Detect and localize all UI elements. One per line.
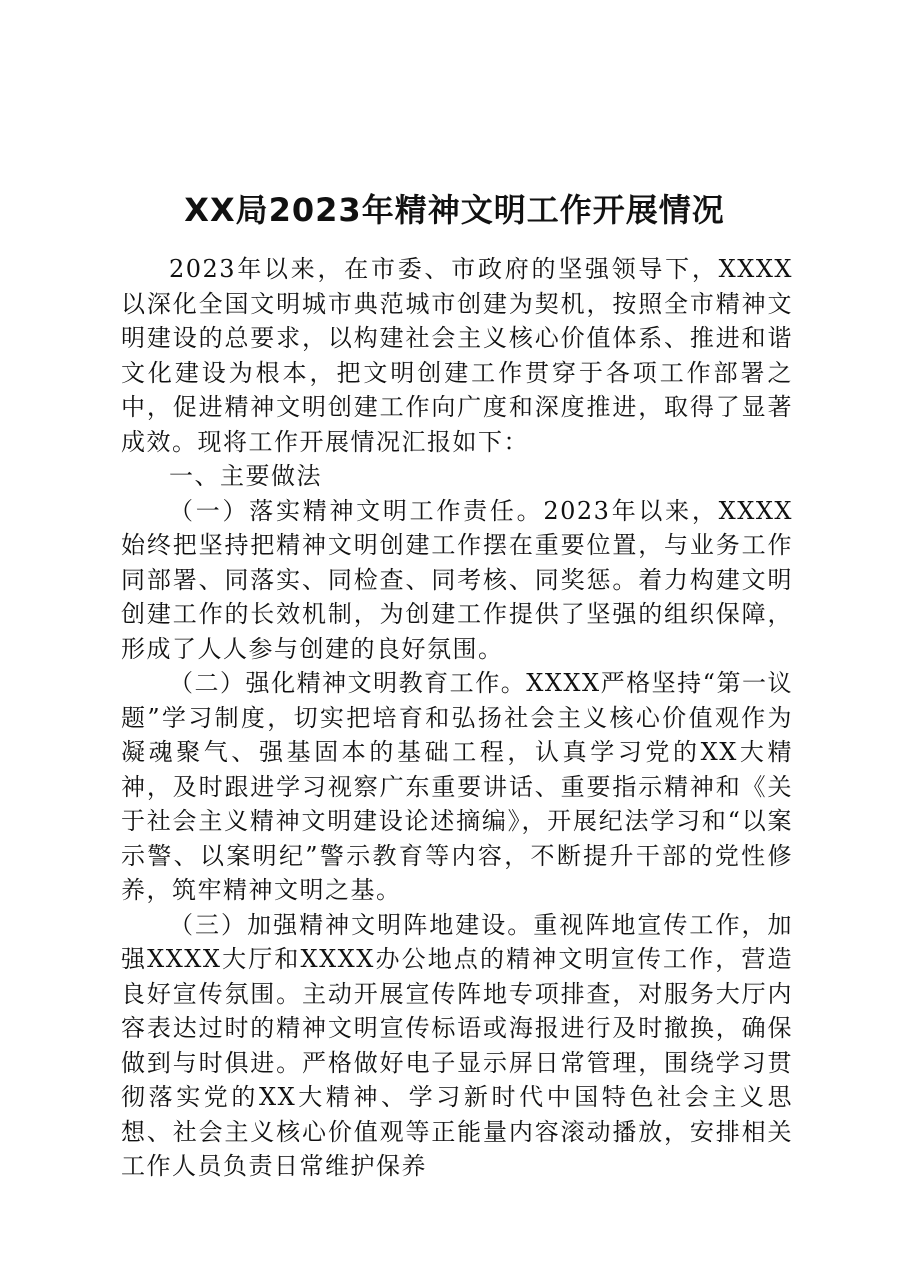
section-heading: 一、主要做法 (169, 462, 322, 490)
document-body (121, 252, 793, 1184)
paragraph-item-1: （一）落实精神文明工作责任。2023年以来，XXXX始终把坚持把精神文明创建工作摆在重要位置，与业务工作同部署、同落实、同检查、同考核、同奖惩。着力构建文明创建工作的长效机制，为创建工作提供了坚强的组织保障，形成了人人参与创建的良好氛围。 (121, 496, 793, 663)
paragraph-item-2: （二）强化精神文明教育工作。XXXX严格坚持“第一议题”学习制度，切实把培育和弘扬社会主义核心价值观作为凝魂聚气、强基固本的基础工程，认真学习党的XX大精神，及时跟进学习视察广东重要讲话、重要指示精神和《关于社会主义精神文明建设论述摘编》，开展纪法学习和“以案示警、以案明纪”警示教育等内容，不断提升干部的党性修养，筑牢精神文明之基。 (121, 669, 793, 904)
intro-paragraph: 2023年以来，在市委、市政府的坚强领导下，XXXX以深化全国文明城市典范城市创建为契机，按照全市精神文明建设的总要求，以构建社会主义核心价值体系、推进和谐文化建设为根本，把文明创建工作贯穿于各项工作部署之中，促进精神文明创建工作向广度和深度推进，取得了显著成效。现将工作开展情况汇报如下： (121, 255, 793, 456)
paragraph-item-3: （三）加强精神文明阵地建设。重视阵地宣传工作，加强XXXX大厅和XXXX办公地点的精神文明宣传工作，营造良好宣传氛围。主动开展宣传阵地专项排查，对服务大厅内容表达过时的精神文明宣传标语或海报进行及时撤换，确保做到与时俱进。严格做好电子显示屏日常管理，围绕学习贯彻落实党的XX大精神、学习新时代中国特色社会主义思想、社会主义核心价值观等正能量内容滚动播放，安排相关工作人员负责日常维护保养 (121, 910, 793, 1180)
document-title: XX局2023年精神文明工作开展情况 (184, 191, 725, 229)
